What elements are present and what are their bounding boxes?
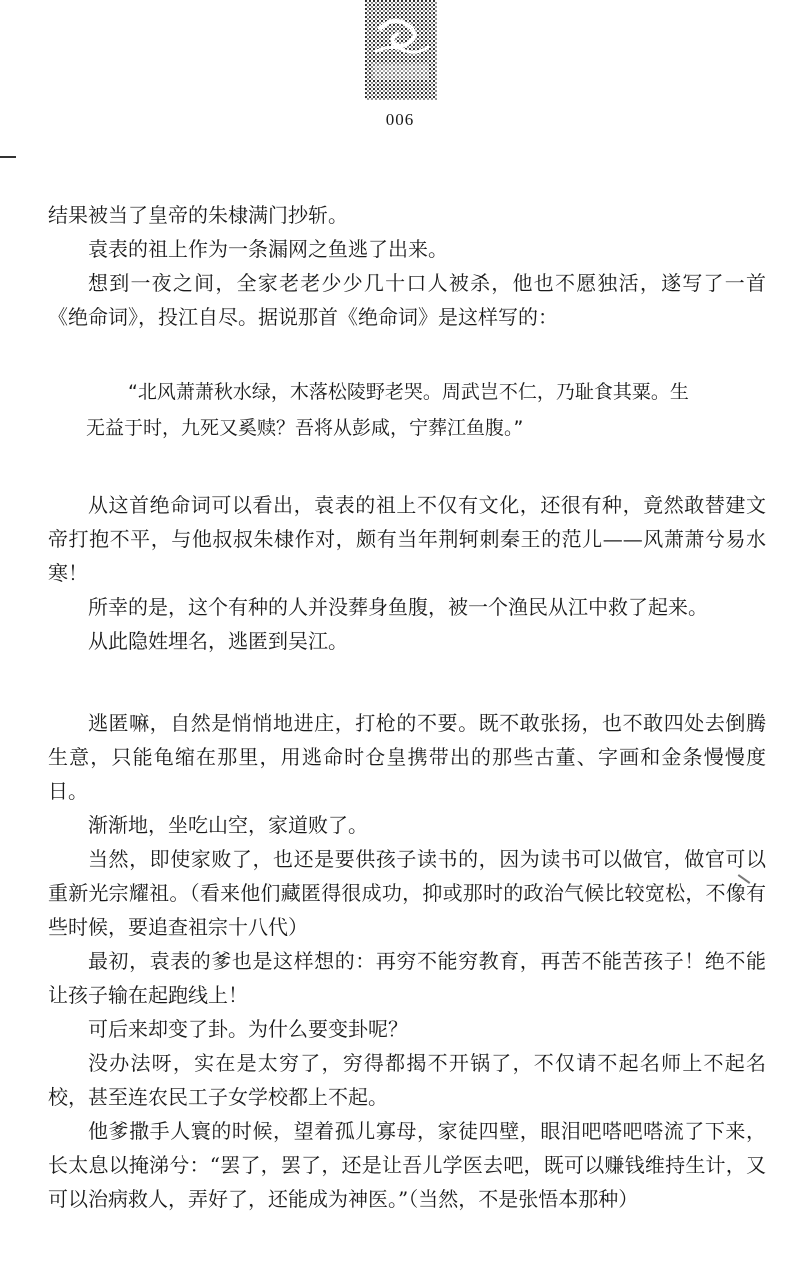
paragraph-1: 结果被当了皇帝的朱棣满门抄斩。 [48,203,348,227]
paragraph-10: 最初，袁表的爹也是这样想的：再穷不能穷教育，再苦不能苦孩子！绝不能让孩子输在起跑线上！ [48,949,766,1007]
poem-line-2: 无益于时，九死又奚赎？吾将从彭咸，宁葬江鱼腹。” [86,417,524,439]
paragraph-6: 从此隐姓埋名，逃匿到吴江。 [88,629,348,653]
paragraph-11: 可后来却变了卦。为什么要变卦呢？ [88,1017,408,1041]
paragraph-13: 他爹撒手人寰的时候，望着孤儿寡母，家徒四壁，眼泪吧嗒吧嗒流了下来，长太息以掩涕兮：“罢了，罢了，还是让吾儿学医去吧，既可以赚钱维持生计，又可以治病救人，弄好了，还能成为神医。”（当然，不是张悟本那种） [48,1119,766,1211]
poem-line-1: “北风萧萧秋水绿，木落松陵野老哭。周武岂不仁，乃耻食其粟。生 [128,381,689,403]
body-text [48,198,766,1216]
paragraph-4: 从这首绝命词可以看出，袁表的祖上不仅有文化，还很有种，竟然敢替建文帝打抱不平，与他叔叔朱棣作对，颇有当年荆轲刺秦王的范儿——风萧萧兮易水寒！ [48,493,766,585]
paragraph-2: 袁表的祖上作为一条漏网之鱼逃了出来。 [88,237,448,261]
poem-block [48,374,766,446]
paragraph-7: 逃匿嘛，自然是悄悄地进庄，打枪的不要。既不敢张扬，也不敢四处去倒腾生意，只能龟缩在那里，用逃命时仓皇携带出的那些古董、字画和金条慢慢度日。 [48,711,766,803]
paragraph-9: 当然，即使家败了，也还是要供孩子读书的，因为读书可以做官，做官可以重新光宗耀祖。（看来他们藏匿得很成功，抑或那时的政治气候比较宽松，不像有些时候，要追查祖宗十八代） [48,847,766,939]
paragraph-5: 所幸的是，这个有种的人并没葬身鱼腹，被一个渔民从江中救了起来。 [88,595,708,619]
page-number: 006 [385,110,415,129]
paragraph-8: 渐渐地，坐吃山空，家道败了。 [88,813,368,837]
header-emblem-image [365,0,437,100]
paragraph-3: 想到一夜之间，全家老老少少几十口人被杀，他也不愿独活，遂写了一首《绝命词》，投江自尽。据说那首《绝命词》是这样写的： [48,271,766,329]
paragraph-12: 没办法呀，实在是太穷了，穷得都揭不开锅了，不仅请不起名师上不起名校，甚至连农民工子女学校都上不起。 [48,1051,766,1109]
scan-edge-mark [0,156,16,158]
